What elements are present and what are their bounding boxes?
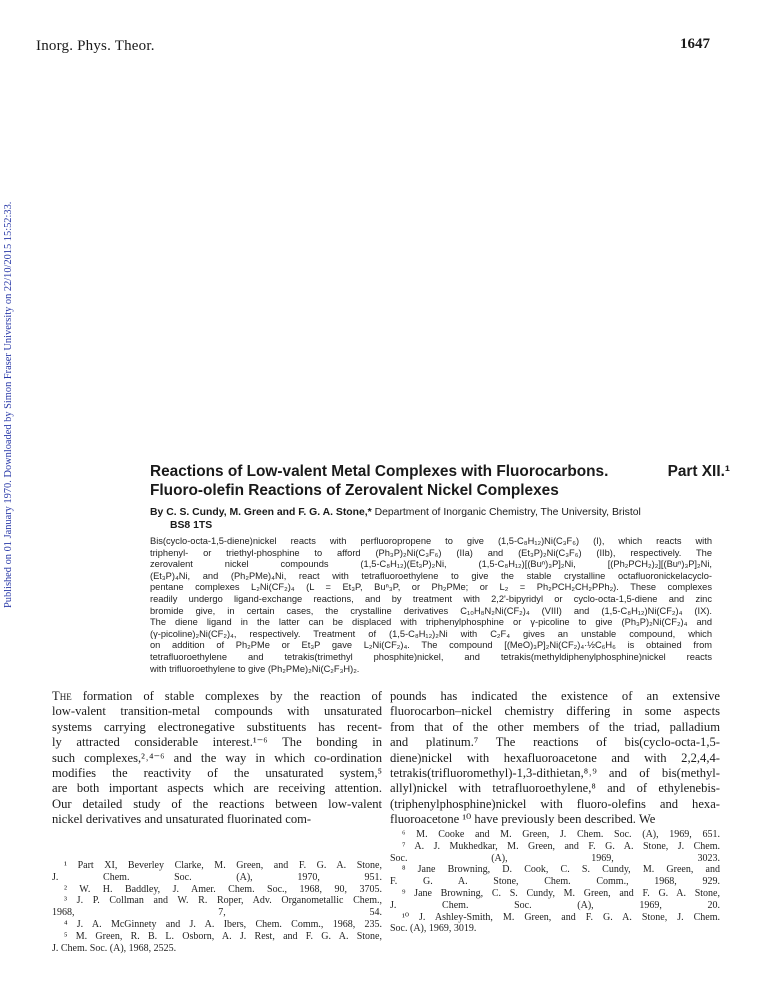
authors-by: By	[150, 507, 164, 518]
running-head: Inorg. Phys. Theor.	[36, 38, 155, 54]
footnote-line: 1968, 7, 54.	[52, 907, 382, 919]
body-text-line: such complexes,²˒⁴⁻⁶ and the way in which co-ordination	[52, 750, 382, 765]
download-watermark: Published on 01 January 1970. Downloaded by Simon Fraser University on 22/10/2015 15:52:33.	[3, 201, 14, 608]
body-column-right	[390, 689, 720, 828]
footnote-line: ³ J. P. Collman and W. R. Roper, Adv. Organometallic Chem.,	[64, 895, 382, 907]
abstract-line: with trifluoroethylene to give (Ph₂PMe)₂Ni(C₂F₃H)₂.	[150, 663, 360, 674]
footnote-line: Soc. (A), 1969, 3019.	[390, 923, 477, 935]
footnote-line: ¹ Part XI, Beverley Clarke, M. Green, and F. G. A. Stone,	[64, 860, 382, 871]
abstract-line: on addition of Ph₂PMe or Et₃P gave L₂Ni(CF₂)₄. The compound [(MeO)₃P]₂Ni(CF₂)₄·½C₆H₆ is obtained from	[150, 640, 712, 651]
body-text-line: and platinum.⁷ The reactions of bis(cyclo-octa-1,5-	[390, 735, 720, 750]
title-line-1	[150, 462, 730, 481]
body-text-line: nickel derivatives and unsaturated fluorinated com-	[52, 812, 312, 827]
body-text-line: ly attracted considerable interest.¹⁻⁶ The bonding in	[52, 735, 382, 750]
abstract	[150, 536, 712, 675]
title-main: Reactions of Low-valent Metal Complexes with Fluorocarbons.	[150, 463, 609, 480]
footnotes-left	[52, 860, 382, 954]
body-text-line: pounds has indicated the existence of an extensive	[390, 689, 720, 703]
article-title	[150, 462, 730, 500]
body-text-line: from that of the other members of the triad, palladium	[390, 719, 720, 734]
footnote-line: ² W. H. Baddley, J. Amer. Chem. Soc., 1968, 90, 3705.	[64, 883, 382, 895]
body-text-line: Our detailed study of the reactions between low-valent	[52, 796, 382, 811]
footnote-line: J. Chem. Soc. (A), 1969, 20.	[390, 899, 720, 911]
footnote-line: Soc. (A), 1969, 3023.	[390, 852, 720, 864]
abstract-line: bromide give, in certain cases, the crystalline derivatives C₁₀H₈N₂Ni(CF₂)₄ (VIII) and (1,5-C₈H₁₂)Ni(CF₂)₄ (IX).	[150, 605, 712, 616]
authors-line	[150, 506, 710, 519]
body-text-line: low-valent transition-metal compounds with unsaturated	[52, 704, 382, 719]
page-number: 1647	[680, 36, 710, 52]
abstract-line: (Et₃P)₄Ni, and (Ph₂PMe)₄Ni, react with tetrafluoroethylene to give the stable crystalline octafluoronickelacyclo-	[150, 570, 712, 581]
drop-word: The	[52, 689, 72, 703]
body-text-line: fluorocarbon–nickel chemistry differing in some aspects	[390, 704, 720, 719]
abstract-line: zerovalent nickel compounds (1,5-C₈H₁₂)(Et₃P)₂Ni, (1,5-C₈H₁₂)[(Buⁿ)₃P]₂Ni, [(Ph₂PCH₂)₂][(Buⁿ)₃P]₂Ni,	[150, 559, 712, 570]
body-text-line: are both important aspects which are receiving attention.	[52, 781, 382, 796]
body-column-left	[52, 689, 382, 828]
title-part: Part XII.¹	[667, 463, 730, 480]
body-text-line: allyl)nickel with tetrafluoroethylene,⁸ and of ethylenebis-	[390, 781, 720, 796]
title-line-2: Fluoro-olefin Reactions of Zerovalent Nickel Complexes	[150, 482, 559, 499]
body-text-line: systems carrying electronegative substituents has recent-	[52, 719, 382, 734]
footnote-line: ⁷ A. J. Mukhedkar, M. Green, and F. G. A. Stone, J. Chem.	[402, 840, 720, 852]
body-text-line: diene)nickel with hexafluoroacetone and with 2,2,4,4-	[390, 750, 720, 765]
footnote-line: ⁶ M. Cooke and M. Green, J. Chem. Soc. (A), 1969, 651.	[402, 829, 720, 840]
affiliation: Department of Inorganic Chemistry, The University, Bristol	[374, 507, 641, 518]
abstract-line: triphenyl- or triethyl-phosphine to afford (Ph₃P)₂Ni(C₃F₆) (IIa) and (Et₃P)₂Ni(C₃F₆) (IIb), respectively. The	[150, 547, 712, 558]
abstract-line: (γ-picoline)₂Ni(CF₂)₄, respectively. Treatment of (1,5-C₈H₁₂)₂Ni with C₂F₄ gives an unstable compound, which	[150, 628, 712, 639]
author-names: C. S. Cundy, M. Green and F. G. A. Stone,*	[166, 507, 372, 518]
abstract-line: Bis(cyclo-octa-1,5-diene)nickel reacts with perfluoropropene to give (1,5-C₈H₁₂)Ni(C₃F₆) (I), which reacts with	[150, 536, 712, 546]
footnotes-right	[390, 829, 720, 935]
footnote-line: J. Chem. Soc. (A), 1968, 2525.	[52, 942, 177, 954]
affiliation-postcode: BS8 1TS	[170, 520, 213, 531]
footnote-line: ⁵ M. Green, R. B. L. Osborn, A. J. Rest, and F. G. A. Stone,	[64, 930, 382, 942]
body-text-line: tetrakis(trifluoromethyl)-1,3-dithietan,⁸˒⁹ and of bis(methyl-	[390, 766, 720, 781]
body-text-line: (triphenylphosphine)nickel with fluoro-olefins and hexa-	[390, 796, 720, 811]
abstract-line: pentane complexes L₂Ni(CF₂)₄ (L = Et₃P, Buⁿ₃P, or Ph₂PMe; or L₂ = Ph₂PCH₂CH₂PPh₂). These complexes	[150, 582, 712, 593]
body-text-line: modifies the reactivity of the unsaturated system,⁵	[52, 766, 382, 781]
abstract-line: tetrafluoroethylene and tetrakis(trimethyl phosphite)nickel, and tetrakis(methyldiphenylphosphine)nickel reacts	[150, 651, 712, 662]
footnote-line: F. G. A. Stone, Chem. Comm., 1968, 929.	[390, 876, 720, 888]
footnote-line: ⁸ Jane Browning, D. Cook, C. S. Cundy, M. Green, and	[402, 864, 720, 876]
footnote-line: ⁴ J. A. McGinnety and J. A. Ibers, Chem. Comm., 1968, 235.	[64, 918, 382, 930]
abstract-line: The diene ligand in the latter can be displaced with triphenylphosphine or γ-picoline to give (Ph₃P)₂Ni(CF₂)₄ and	[150, 617, 712, 628]
body-text-line: fluoroacetone ¹⁰ have previously been described. We	[390, 812, 656, 827]
body-text-line: The formation of stable complexes by the reaction of	[52, 689, 382, 703]
footnote-line: ¹⁰ J. Ashley-Smith, M. Green, and F. G. A. Stone, J. Chem.	[402, 911, 720, 923]
abstract-line: readily undergo ligand-exchange reactions, and by treatment with 2,2'-bipyridyl or cyclo-octa-1,5-diene and zinc	[150, 593, 712, 604]
footnote-line: ⁹ Jane Browning, C. S. Cundy, M. Green, and F. G. A. Stone,	[402, 887, 720, 899]
author-block	[150, 506, 710, 532]
footnote-line: J. Chem. Soc. (A), 1970, 951.	[52, 871, 382, 883]
